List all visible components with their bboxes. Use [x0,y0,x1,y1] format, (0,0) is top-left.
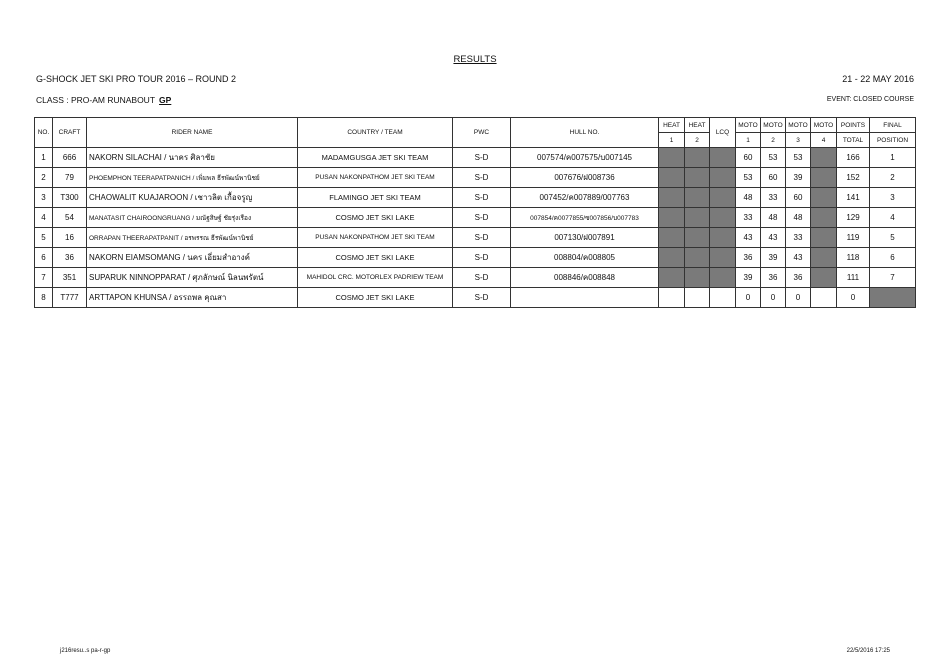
cell-craft: 351 [53,268,87,288]
header-heat1-num: 1 [659,133,685,148]
cell-pwc: S-D [453,168,511,188]
cell-team: FLAMINGO JET SKI TEAM [298,188,453,208]
cell-total: 118 [837,248,870,268]
header-moto1: MOTO [736,118,761,133]
cell-moto1: 43 [736,228,761,248]
header-country: COUNTRY / TEAM [298,118,453,148]
header-heat2-num: 2 [685,133,710,148]
cell-moto4 [811,188,837,208]
cell-final: 7 [870,268,916,288]
cell-total: 141 [837,188,870,208]
cell-team: COSMO JET SKI LAKE [298,208,453,228]
cell-heat2 [685,288,710,308]
cell-moto4 [811,148,837,168]
header-rider: RIDER NAME [87,118,298,148]
document-title: RESULTS [453,54,497,65]
cell-heat1 [659,288,685,308]
cell-moto1: 48 [736,188,761,208]
cell-moto4 [811,248,837,268]
header-moto4: MOTO [811,118,837,133]
class-code: GP [159,95,172,105]
cell-no: 4 [35,208,53,228]
cell-hull: 008804/ค008805 [511,248,659,268]
cell-final: 5 [870,228,916,248]
cell-heat1 [659,228,685,248]
cell-hull: 007452/ค007889/007763 [511,188,659,208]
cell-moto2: 60 [761,168,786,188]
cell-lcq [710,268,736,288]
cell-heat2 [685,228,710,248]
cell-moto1: 36 [736,248,761,268]
cell-moto3: 48 [786,208,811,228]
cell-pwc: S-D [453,208,511,228]
cell-heat1 [659,248,685,268]
cell-craft: 16 [53,228,87,248]
cell-lcq [710,188,736,208]
cell-heat1 [659,268,685,288]
cell-no: 1 [35,148,53,168]
event-name: G-SHOCK JET SKI PRO TOUR 2016 – ROUND 2 [36,74,237,84]
cell-rider: ORRAPAN THEERAPATPANIT / อรพรรณ ธีรพัฒน์พานิชย์ [87,228,298,248]
cell-moto2: 36 [761,268,786,288]
cell-moto2: 0 [761,288,786,308]
cell-hull: 008846/ค008848 [511,268,659,288]
table-row [35,168,916,188]
class-label: CLASS : PRO-AM RUNABOUT [36,95,156,105]
table-row [35,248,916,268]
cell-craft: T777 [53,288,87,308]
cell-moto2: 48 [761,208,786,228]
header-moto3-num: 3 [786,133,811,148]
cell-heat2 [685,168,710,188]
cell-total: 152 [837,168,870,188]
cell-total: 111 [837,268,870,288]
event-type: EVENT: CLOSED COURSE [826,96,914,103]
cell-rider: MANATASIT CHAIROONGRUANG / มณัฐสิษฐ์ ชัยรุ่งเรือง [87,208,298,228]
cell-hull: 007676/ฝ008736 [511,168,659,188]
header-lcq: LCQ [710,118,736,148]
cell-no: 8 [35,288,53,308]
cell-rider: NAKORN SILACHAI / นาคร ศิลาชัย [87,148,298,168]
cell-moto2: 39 [761,248,786,268]
header-moto2-num: 2 [761,133,786,148]
header-points: POINTS [837,118,870,133]
cell-moto4 [811,268,837,288]
cell-hull: 007574/ค007575/บ007145 [511,148,659,168]
cell-pwc: S-D [453,248,511,268]
header-heat2: HEAT [685,118,710,133]
cell-rider: ARTTAPON KHUNSA / อรรถพล คุณสา [87,288,298,308]
cell-moto4 [811,208,837,228]
table-row [35,188,916,208]
cell-no: 2 [35,168,53,188]
cell-heat2 [685,268,710,288]
footer-filename: j216resu..s pa-r-gp [60,648,111,654]
header-moto1-num: 1 [736,133,761,148]
cell-rider: NAKORN EIAMSOMANG / นคร เอี่ยมสำอางค์ [87,248,298,268]
cell-lcq [710,248,736,268]
cell-heat1 [659,188,685,208]
cell-moto1: 0 [736,288,761,308]
cell-final: 2 [870,168,916,188]
cell-pwc: S-D [453,188,511,208]
cell-craft: 79 [53,168,87,188]
cell-heat1 [659,168,685,188]
footer-timestamp: 22/5/2016 17:25 [846,648,890,654]
cell-team: MAHIDOL CRC. MOTORLEX PADRIEW TEAM [298,268,453,288]
cell-no: 3 [35,188,53,208]
cell-team: MADAMGUSGA JET SKI TEAM [298,148,453,168]
cell-pwc: S-D [453,288,511,308]
cell-pwc: S-D [453,148,511,168]
results-table [34,117,916,308]
table-row [35,148,916,168]
cell-moto3: 53 [786,148,811,168]
cell-heat2 [685,248,710,268]
cell-hull: 007854/ค0077855/ซ007856/บ007783 [511,208,659,228]
cell-lcq [710,208,736,228]
cell-heat2 [685,208,710,228]
cell-no: 5 [35,228,53,248]
cell-final: 6 [870,248,916,268]
cell-pwc: S-D [453,228,511,248]
header-points-total: TOTAL [837,133,870,148]
cell-lcq [710,148,736,168]
event-date: 21 - 22 MAY 2016 [842,74,914,84]
header-final-position: POSITION [870,133,916,148]
cell-moto3: 43 [786,248,811,268]
cell-moto3: 39 [786,168,811,188]
cell-no: 6 [35,248,53,268]
cell-moto2: 43 [761,228,786,248]
table-row [35,288,916,308]
cell-no: 7 [35,268,53,288]
cell-final [870,288,916,308]
cell-team: COSMO JET SKI LAKE [298,288,453,308]
table-row [35,208,916,228]
header-final: FINAL [870,118,916,133]
cell-total: 119 [837,228,870,248]
cell-team: COSMO JET SKI LAKE [298,248,453,268]
cell-moto3: 36 [786,268,811,288]
table-row [35,228,916,248]
class-line [36,95,171,105]
cell-hull [511,288,659,308]
cell-lcq [710,288,736,308]
header-pwc: PWC [453,118,511,148]
cell-heat1 [659,148,685,168]
cell-moto1: 39 [736,268,761,288]
cell-pwc: S-D [453,268,511,288]
header-moto4-num: 4 [811,133,837,148]
cell-moto4 [811,288,837,308]
cell-hull: 007130/ฝ007891 [511,228,659,248]
cell-heat2 [685,188,710,208]
cell-lcq [710,168,736,188]
cell-total: 0 [837,288,870,308]
table-row [35,268,916,288]
cell-moto4 [811,228,837,248]
cell-total: 129 [837,208,870,228]
cell-final: 1 [870,148,916,168]
cell-moto3: 33 [786,228,811,248]
cell-craft: T300 [53,188,87,208]
cell-moto3: 0 [786,288,811,308]
cell-moto1: 33 [736,208,761,228]
cell-craft: 36 [53,248,87,268]
header-heat1: HEAT [659,118,685,133]
cell-final: 4 [870,208,916,228]
cell-rider: PHOEMPHON TEERAPATPANICH / เพิ่มพล ธีรพัฒน์พานิชย์ [87,168,298,188]
cell-moto3: 60 [786,188,811,208]
cell-moto2: 33 [761,188,786,208]
header-craft: CRAFT [53,118,87,148]
cell-team: PUSAN NAKONPATHOM JET SKI TEAM [298,168,453,188]
cell-final: 3 [870,188,916,208]
cell-rider: SUPARUK NINNOPPARAT / ศุภลักษณ์ นิลนพรัตน์ [87,268,298,288]
cell-craft: 54 [53,208,87,228]
cell-lcq [710,228,736,248]
cell-moto1: 53 [736,168,761,188]
cell-moto2: 53 [761,148,786,168]
cell-moto4 [811,168,837,188]
cell-heat1 [659,208,685,228]
cell-moto1: 60 [736,148,761,168]
header-no: NO. [35,118,53,148]
cell-team: PUSAN NAKONPATHOM JET SKI TEAM [298,228,453,248]
header-hull: HULL NO. [511,118,659,148]
header-moto3: MOTO [786,118,811,133]
cell-rider: CHAOWALIT KUAJAROON / เชาวลิต เกื้อจรูญ [87,188,298,208]
cell-craft: 666 [53,148,87,168]
header-moto2: MOTO [761,118,786,133]
cell-heat2 [685,148,710,168]
cell-total: 166 [837,148,870,168]
